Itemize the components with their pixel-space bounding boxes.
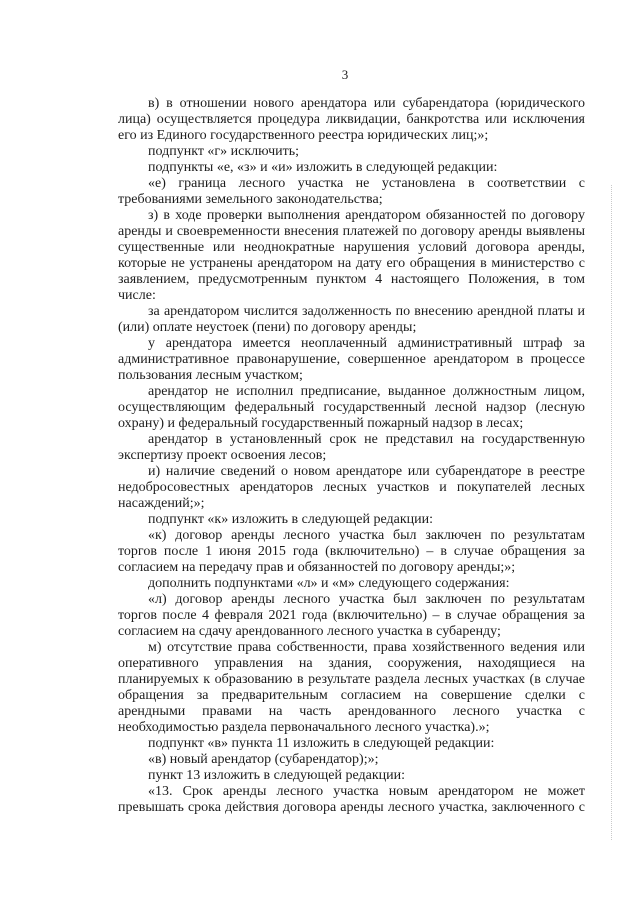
text-line: подпункт «г» исключить; bbox=[148, 144, 300, 159]
text-line: необходимостью раздела первоначального лесного участка).»; bbox=[118, 720, 490, 735]
text-line: экспертизу проект освоения лесов; bbox=[118, 448, 327, 463]
text-line: числе: bbox=[118, 288, 156, 303]
text-line: которые не устранены арендатором на дату его обращения в министерство с bbox=[118, 256, 585, 271]
text-line: пользования лесным участком; bbox=[118, 368, 303, 383]
text-line: з) в ходе проверки выполнения арендатором обязанностей по договору bbox=[148, 208, 585, 223]
text-line: превышать срока действия договора аренды лесного участка, заключенного с bbox=[118, 800, 585, 815]
text-line: торгов после 4 февраля 2021 года (включительно) – в случае обращения за bbox=[118, 608, 585, 623]
text-line: «13. Срок аренды лесного участка новым арендатором не может bbox=[148, 784, 585, 799]
text-line: «л) договор аренды лесного участка был заключен по результатам bbox=[148, 592, 585, 607]
text-line: арендными правами на часть арендованного лесного участка с bbox=[118, 704, 585, 719]
text-line: административное правонарушение, совершенное арендатором в процессе bbox=[118, 352, 585, 367]
text-line: за арендатором числится задолженность по внесению арендной платы и bbox=[148, 304, 585, 319]
text-line: лица) осуществляется процедура ликвидации, банкротства или исключения bbox=[118, 112, 585, 127]
text-line: аренды и своевременности внесения платежей по договору аренды выявлены bbox=[118, 224, 585, 239]
text-line: и) наличие сведений о новом арендаторе или субарендаторе в реестре bbox=[148, 464, 585, 479]
text-line: планируемых к образованию в результате раздела лесных участках (в случае bbox=[118, 672, 585, 687]
text-line: охрану) и федеральный государственный пожарный надзор в лесах; bbox=[118, 416, 524, 431]
scan-edge-mark bbox=[611, 185, 612, 840]
text-line: арендатор не исполнил предписание, выданное должностным лицом, bbox=[148, 384, 585, 399]
text-line: его из Единого государственного реестра юридических лиц;»; bbox=[118, 128, 489, 143]
text-line: пункт 13 изложить в следующей редакции: bbox=[148, 768, 405, 783]
text-line: подпункты «е, «з» и «и» изложить в следующей редакции: bbox=[148, 160, 498, 175]
text-line: согласием на сдачу арендованного лесного участка в субаренду; bbox=[118, 624, 501, 639]
text-line: недобросовестных арендаторов лесных участков и покупателей лесных bbox=[118, 480, 585, 495]
text-line: в) в отношении нового арендатора или субарендатора (юридического bbox=[148, 96, 585, 111]
text-line: «в) новый арендатор (субарендатор);»; bbox=[148, 752, 379, 767]
text-line: подпункт «в» пункта 11 изложить в следующей редакции: bbox=[148, 736, 495, 751]
text-line: (или) оплате неустоек (пени) по договору аренды; bbox=[118, 320, 417, 335]
text-line: осуществляющим федеральный государственный лесной надзор (лесную bbox=[118, 400, 585, 415]
text-line: требованиями земельного законодательства; bbox=[118, 192, 383, 207]
text-line: «к) договор аренды лесного участка был заключен по результатам bbox=[148, 528, 585, 543]
text-line: обращения за предварительным согласием на совершение сделки с bbox=[118, 688, 585, 703]
text-line: у арендатора имеется неоплаченный административный штраф за bbox=[148, 336, 585, 351]
text-line: арендатор в установленный срок не представил на государственную bbox=[148, 432, 585, 447]
text-line: дополнить подпунктами «л» и «м» следующего содержания: bbox=[148, 576, 510, 591]
text-line: подпункт «к» изложить в следующей редакции: bbox=[148, 512, 434, 527]
document-body bbox=[118, 96, 585, 816]
text-line: м) отсутствие права собственности, права хозяйственного ведения или bbox=[148, 640, 585, 655]
text-line: оперативного управления на здания, сооружения, находящиеся на bbox=[118, 656, 585, 671]
text-line: торгов после 1 июня 2015 года (включительно) – в случае обращения за bbox=[118, 544, 585, 559]
text-line: насаждений;»; bbox=[118, 496, 205, 511]
text-line: существенные или неоднократные нарушения условий договора аренды, bbox=[118, 240, 585, 255]
text-line: согласием на передачу прав и обязанностей по договору аренды;»; bbox=[118, 560, 516, 575]
text-line: заявлением, предусмотренным пунктом 4 настоящего Положения, в том bbox=[118, 272, 585, 287]
page-number: 3 bbox=[341, 67, 349, 82]
text-line: «е) граница лесного участка не установлена в соответствии с bbox=[148, 176, 585, 191]
